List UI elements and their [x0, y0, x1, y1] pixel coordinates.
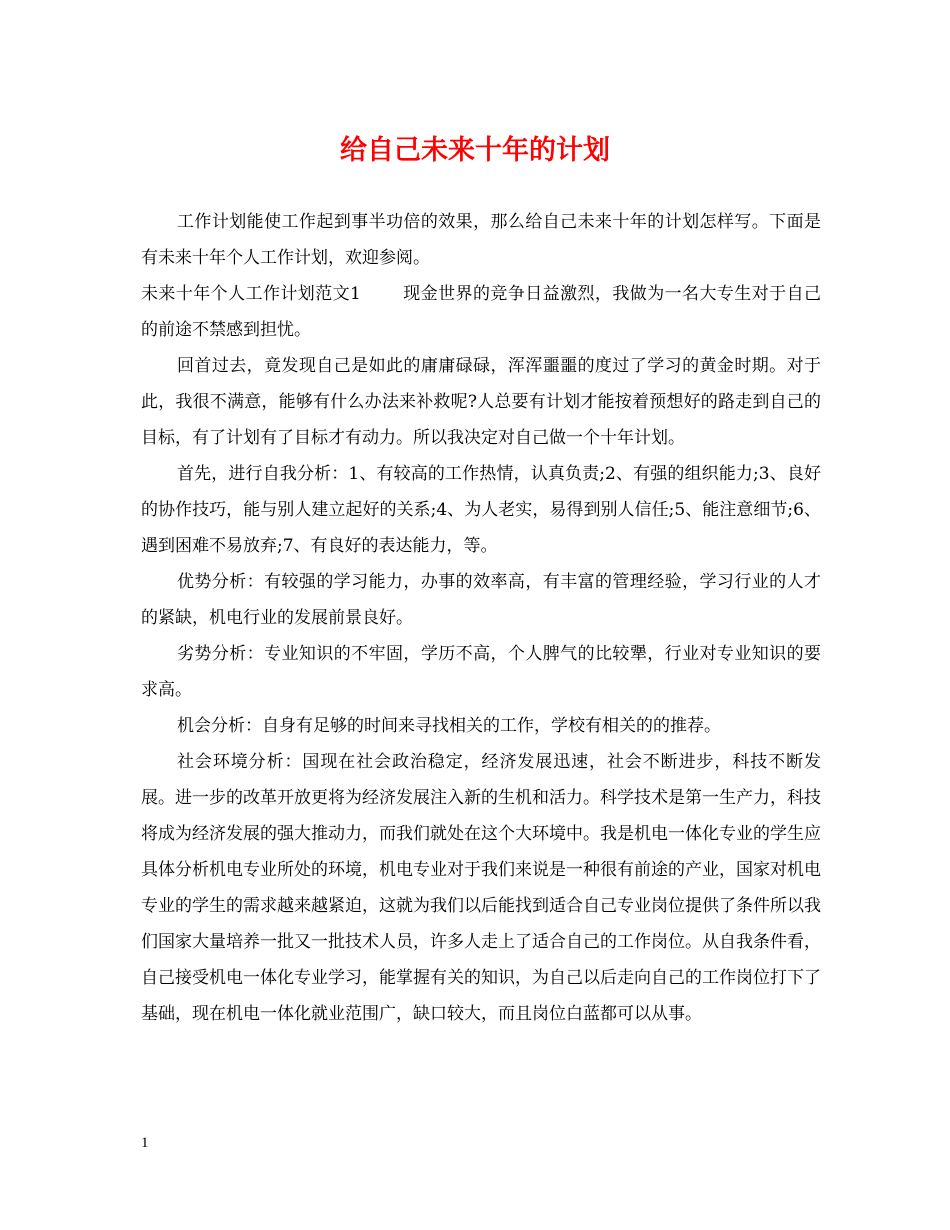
sample-heading: 未来十年个人工作计划范文1: [141, 284, 361, 304]
document-body: [141, 204, 821, 1032]
self-analysis-paragraph: 首先，进行自我分析：1、有较高的工作热情，认真负责;2、有强的组织能力;3、良好的协作技巧，能与别人建立起好的关系;4、为人老实，易得到别人信任;5、能注意细节;6、遇到困难不易放弃;7、有良好的表达能力，等。: [141, 464, 821, 556]
document-title: 给自己未来十年的计划: [340, 135, 610, 166]
reflection-paragraph: 回首过去，竟发现自己是如此的庸庸碌碌，浑浑噩噩的度过了学习的黄金时期。对于此，我很不满意，能够有什么办法来补救呢?人总要有计划才能按着预想好的路走到自己的目标，有了计划有了目标才有动力。所以我决定对自己做一个十年计划。: [141, 356, 821, 448]
sample-intro: 现金世界的竞争日益激烈，我做为一名大专生对于自己的前途不禁感到担忧。: [141, 284, 821, 340]
sample-paragraph: [141, 276, 821, 348]
intro-paragraph: 工作计划能使工作起到事半功倍的效果，那么给自己未来十年的计划怎样写。下面是有未来十年个人工作计划，欢迎参阅。: [141, 212, 821, 268]
opportunities-paragraph: 机会分析：自身有足够的时间来寻找相关的工作，学校有相关的的推荐。: [177, 716, 721, 736]
environment-paragraph: 社会环境分析：国现在社会政治稳定，经济发展迅速，社会不断进步，科技不断发展。进一步的改革开放更将为经济发展注入新的生机和活力。科学技术是第一生产力，科技将成为经济发展的强大推动力，而我们就处在这个大环境中。我是机电一体化专业的学生应具体分析机电专业所处的环境，机电专业对于我们来说是一种很有前途的产业，国家对机电专业的学生的需求越来越紧迫，这就为我们以后能找到适合自己专业岗位提供了条件所以我们国家大量培养一批又一批技术人员，许多人走上了适合自己的工作岗位。从自我条件看，自己接受机电一体化专业学习，能掌握有关的知识，为自己以后走向自己的工作岗位打下了基础，现在机电一体化就业范围广，缺口较大，而且岗位白蓝都可以从事。: [141, 752, 821, 1024]
page-number: 1: [141, 1135, 149, 1151]
strengths-paragraph: 优势分析：有较强的学习能力，办事的效率高，有丰富的管理经验，学习行业的人才的紧缺，机电行业的发展前景良好。: [141, 572, 821, 628]
weaknesses-paragraph: 劣势分析：专业知识的不牢固，学历不高，个人脾气的比较犟，行业对专业知识的要求高。: [141, 644, 821, 700]
